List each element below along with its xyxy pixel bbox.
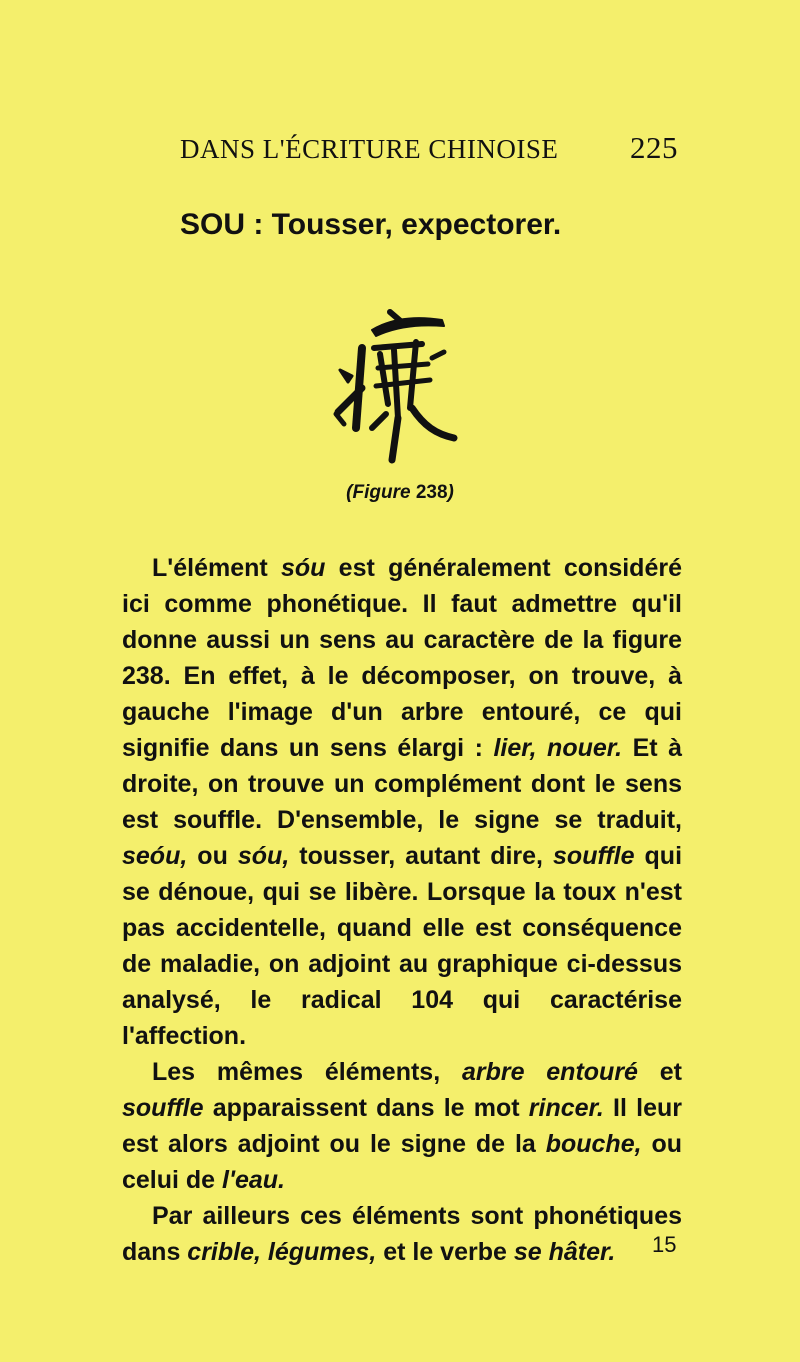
italic-term: arbre entouré <box>461 1058 638 1086</box>
page-number: 225 <box>630 130 678 165</box>
running-head <box>180 128 678 168</box>
paragraph-1 <box>122 550 682 1054</box>
entry-title: SOU : Tousser, expectorer. <box>180 208 562 241</box>
italic-term: lier, nouer. <box>493 734 623 762</box>
italic-term: crible, légumes, <box>187 1238 377 1266</box>
paragraph-2 <box>122 1054 682 1198</box>
italic-term: rincer. <box>528 1094 604 1122</box>
italic-term: souffle <box>122 1094 204 1122</box>
chinese-character-figure <box>332 308 462 468</box>
italic-term: sóu <box>280 554 326 582</box>
caption-label: Figure <box>352 482 411 503</box>
running-title: DANS L'ÉCRITURE CHINOISE <box>180 134 559 164</box>
italic-term: souffle <box>553 842 635 870</box>
italic-term: se hâter. <box>513 1238 616 1266</box>
italic-term: seóu, <box>122 842 188 870</box>
text-segment: apparaissent dans le mot <box>203 1094 529 1122</box>
text-segment: qui se dénoue, qui se libère. Lorsque la toux n'est pas accidentelle, quand elle est conséquence de maladie, on adjoint au graphique ci-dessus analysé, le radical 104 qui caractérise l'affection. <box>122 842 683 1050</box>
text-segment: Et à droite, on trouve un complément dont le sens est souffle. D'ensemble, le signe se traduit, <box>122 734 682 834</box>
text-segment: Les mêmes éléments, <box>152 1058 462 1086</box>
figure-caption: (Figure 238) <box>346 482 454 503</box>
italic-term: sóu, <box>237 842 290 870</box>
text-segment: et le verbe <box>376 1238 514 1266</box>
text-segment: est généralement considéré ici comme phonétique. Il faut admettre qu'il donne aussi un sens au caractère de la figure 238. En effet, à le décomposer, on trouve, à gauche l'image d'un arbre entouré, ce qui signifie dans un sens élargi : <box>122 554 682 762</box>
caption-number: 238 <box>415 482 448 503</box>
body-text <box>122 550 682 1270</box>
text-segment: Par ailleurs ces éléments sont phonétiques dans <box>122 1202 682 1266</box>
text-segment: L'élément <box>152 554 281 582</box>
text-segment: Il leur est alors adjoint ou le signe de la <box>122 1094 682 1158</box>
italic-term: bouche, <box>545 1130 642 1158</box>
italic-term: l'eau. <box>222 1166 285 1194</box>
text-segment: ou celui de <box>122 1130 682 1194</box>
text-segment: et <box>637 1058 682 1086</box>
text-segment: ou <box>187 842 238 870</box>
text-segment: tousser, autant dire, <box>289 842 554 870</box>
paragraph-3 <box>122 1198 682 1270</box>
signature-mark: 15 <box>652 1232 677 1257</box>
